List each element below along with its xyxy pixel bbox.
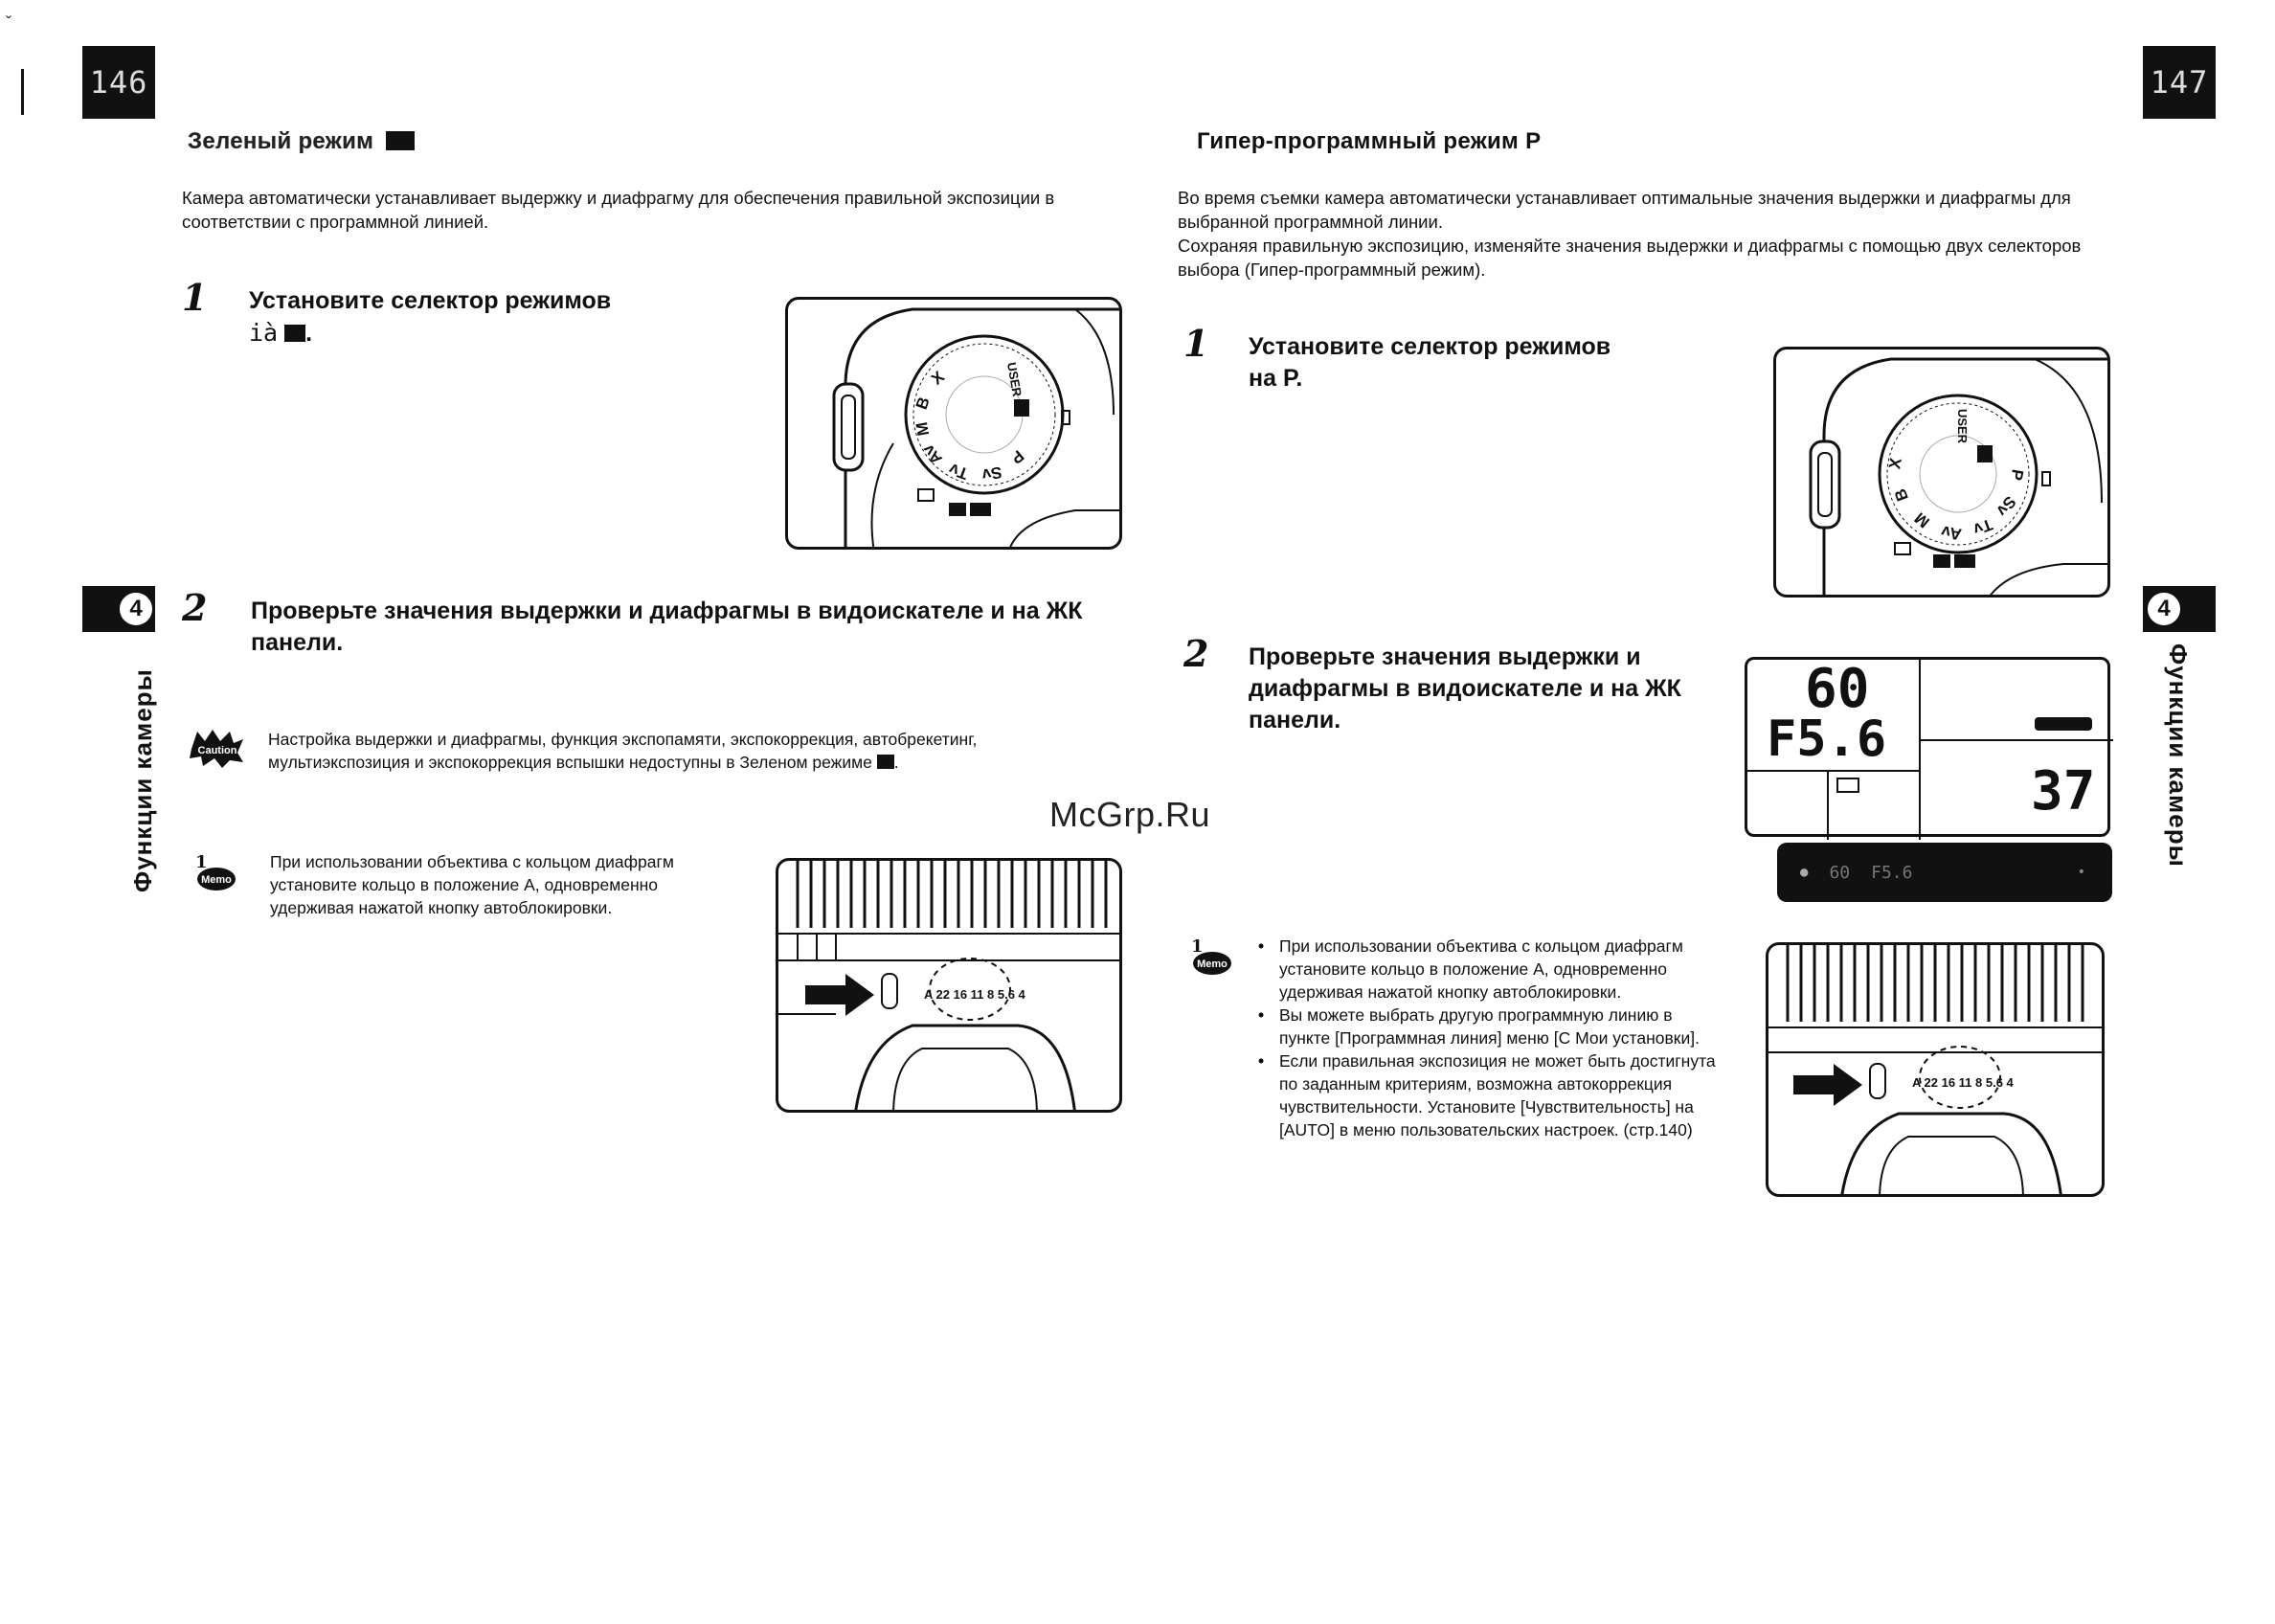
chapter-tab: [82, 586, 157, 892]
lcd-aperture: F5.6: [1767, 710, 1887, 768]
lcd-panel-illustration: [1745, 657, 2110, 837]
lens-scale: A 22 16 11 8 5.6 4: [924, 987, 1025, 1002]
green-mode-icon: [386, 131, 415, 150]
vf-aperture: F5.6: [1871, 862, 1913, 883]
page-number: 146: [82, 46, 155, 119]
vf-shutter: 60: [1829, 862, 1851, 883]
dial-mark: P: [2007, 467, 2027, 483]
chapter-number: 4: [2145, 590, 2183, 628]
intro-paragraph: [1178, 186, 2135, 282]
viewfinder-display: [1777, 843, 2112, 902]
svg-text:1: 1: [195, 852, 208, 872]
dial-mark: Tv: [946, 459, 971, 484]
caution-note: [268, 728, 1111, 774]
dial-mark: B: [1890, 485, 1912, 504]
dial-mark: USER: [1003, 361, 1025, 398]
memo-item: • При использовании объектива с кольцом диафрагм установите кольцо в положение А, одновременно удерживая нажатой кнопку автоблокировки.: [1258, 935, 1727, 1004]
svg-text:Memo: Memo: [201, 874, 232, 886]
lens-scale: A 22 16 11 8 5.6 4: [1912, 1075, 2014, 1090]
section-title: [188, 128, 415, 155]
green-mode-icon: [877, 755, 894, 769]
dial-mark: Sv: [980, 462, 1003, 485]
intro-paragraph: Камера автоматически устанавливает выдержку и диафрагму для обеспечения правильной экспозиции в соответствии с программной линией.: [182, 188, 1055, 232]
section-title: Гипер-программный режим P: [1197, 128, 1542, 154]
mode-dial-illustration: [785, 297, 1122, 550]
memo-note: При использовании объектива с кольцом диафрагм установите кольцо в положение А, одновременно удерживая нажатой кнопку автоблокировки.: [270, 852, 674, 917]
step-line-2: на P.: [1249, 365, 1303, 392]
dial-mark: P: [1007, 446, 1027, 468]
memo-list: [1258, 935, 1727, 1141]
right-page: [1138, 0, 2275, 1624]
dial-mark: Sv: [1993, 492, 2020, 520]
step-number: 1: [1183, 322, 1209, 365]
mode-dial-illustration: [1773, 347, 2110, 598]
caution-icon: [188, 728, 247, 775]
lcd-frames: 37: [2031, 760, 2096, 823]
dial-mark: M: [912, 420, 934, 438]
period: .: [893, 753, 899, 772]
dial-mark: Av: [1940, 522, 1964, 544]
step-line-2: [249, 317, 747, 350]
dial-mark: M: [1910, 508, 1933, 532]
focus-indicator-icon: ●: [1800, 865, 1809, 880]
step-number: 2: [1183, 632, 1209, 675]
dial-mark: USER: [1955, 408, 1970, 444]
dial-mark: X: [928, 367, 948, 389]
lens-aperture-illustration: [776, 858, 1122, 1113]
section-title-text: Зеленый режим: [188, 128, 374, 154]
chapter-tab: [2143, 586, 2193, 868]
chapter-label: Функции камеры: [2164, 643, 2193, 868]
intro-line-1: Во время съемки камера автоматически устанавливает оптимальные значения выдержки и диафрагмы для выбранной программной линии.: [1178, 188, 2071, 232]
step-line-1: Установите селектор режимов: [249, 287, 612, 314]
chapter-number: 4: [117, 590, 155, 628]
mode-dial-drawing: [1776, 350, 2110, 598]
vf-indicator-icon: •: [2077, 865, 2085, 880]
step-line-2-text: іà: [249, 319, 279, 347]
step-line-1: Установите селектор режимов: [1249, 333, 1611, 360]
watermark: McGrp.Ru: [1049, 795, 1211, 834]
period: .: [305, 320, 313, 347]
dial-mark: Tv: [1971, 514, 1995, 539]
caution-note-text: Настройка выдержки и диафрагмы, функция экспопамяти, экспокоррекция, автобрекетинг, мультиэкспозиция и экспокоррекция вспышки недоступны в Зеленом режиме: [268, 730, 978, 772]
scan-edge-mark: ˇ: [6, 13, 11, 33]
green-mode-icon: [284, 325, 305, 342]
step-number: 2: [182, 586, 208, 629]
dial-mark: B: [912, 395, 934, 413]
step-instruction: [1249, 331, 1727, 395]
memo-icon: [191, 850, 237, 899]
svg-text:Memo: Memo: [1197, 959, 1228, 970]
step-instruction: [249, 285, 747, 350]
memo-icon: [1187, 935, 1233, 983]
lens-aperture-illustration: [1766, 942, 2105, 1197]
step-instruction: Проверьте значения выдержки и диафрагмы в видоискателе и на ЖК панели.: [1249, 643, 1681, 733]
memo-item: • Если правильная экспозиция не может быть достигнута по заданным критериям, возможна автокоррекция чувствительности. Установите [Чувствительность] на [AUTO] в меню пользовательских настроек. (стр.140): [1258, 1049, 1727, 1141]
memo-item: • Вы можете выбрать другую программную линию в пункте [Программная линия] меню [С Мои установки].: [1258, 1004, 1727, 1049]
svg-text:Caution: Caution: [197, 745, 237, 756]
memo-notes: [1258, 935, 1727, 1141]
lcd-shutter: 60: [1805, 658, 1870, 720]
dial-mark: X: [1885, 456, 1905, 471]
page-number: 147: [2143, 46, 2216, 119]
intro-line-2: Сохраняя правильную экспозицию, изменяйте значения выдержки и диафрагмы с помощью двух селекторов выбора (Гипер-программный режим).: [1178, 236, 2082, 280]
chapter-tab-bar: [2143, 586, 2216, 632]
mode-dial-drawing: [788, 300, 1122, 550]
lens-drawing: [778, 861, 1122, 1113]
dial-mark: Av: [918, 440, 946, 468]
chapter-tab-bar: [82, 586, 155, 632]
chapter-label: Функции камеры: [128, 668, 157, 892]
step-number: 1: [182, 276, 208, 319]
lens-drawing: [1768, 945, 2105, 1197]
svg-text:1: 1: [1191, 936, 1204, 957]
step-instruction: Проверьте значения выдержки и диафрагмы в видоискателе и на ЖК панели.: [251, 598, 1083, 656]
